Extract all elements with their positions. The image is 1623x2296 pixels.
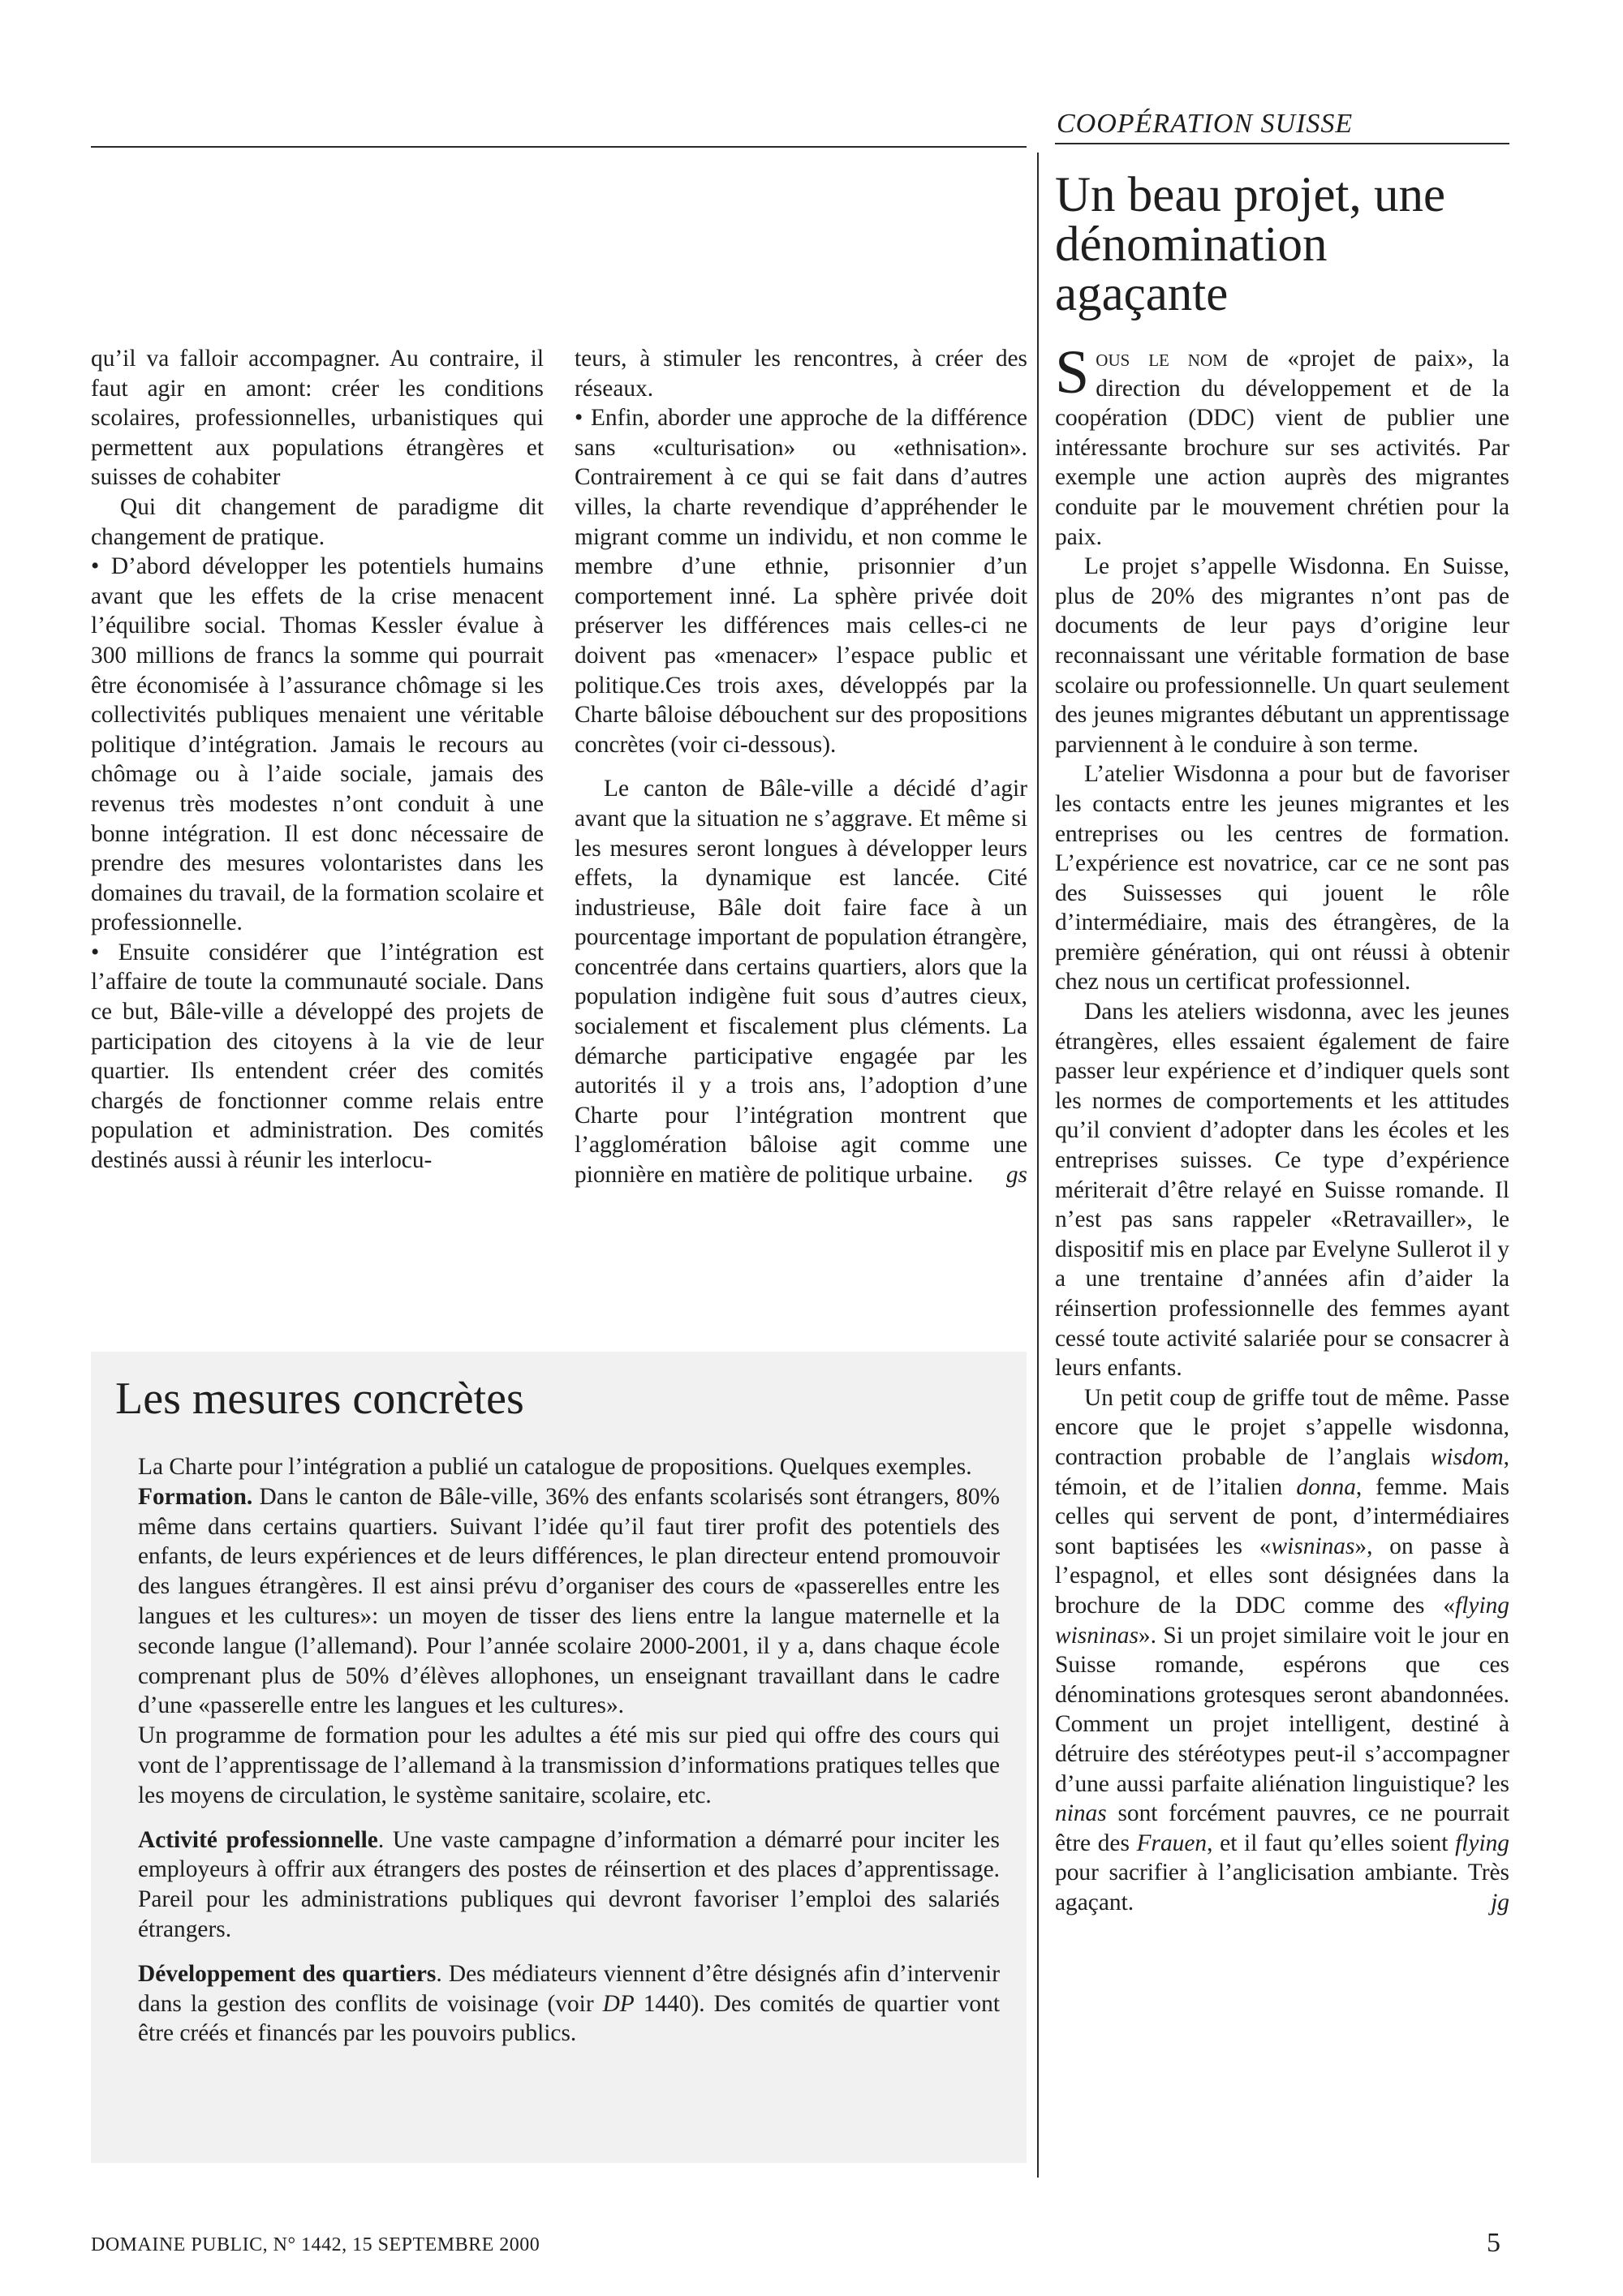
paragraph: [138, 1825, 1000, 1945]
box-title: Les mesures concrètes: [115, 1374, 524, 1424]
text: , femme. Mais celles qui servent de pont, d’intermédiaires sont baptisées les «: [1055, 1473, 1510, 1559]
text: . Une vaste campagne d’information a démarré pour inciter les employeurs à offrir aux étrangers des postes de réinsertion et des places d’apprentissage. Pareil pour les administrations publiques qui devront favoriser l’emploi des salariés étrangers.: [138, 1826, 1000, 1942]
paragraph: teurs, à stimuler les rencontres, à créer des réseaux.: [575, 346, 1027, 402]
text: . Des médiateurs viennent d’être désignés afin d’intervenir dans la gestion des conflits de voisinage (voir: [138, 1960, 1000, 2017]
text: ». Si un projet similaire voit le jour en Suisse romande, espérons que ces dénominations grotesques seront abandonnées. Comment un projet intelligent, destiné à détruire des stéréotypes peut-il s’accompagner d’une aussi parfaite aliénation linguistique? les: [1055, 1622, 1509, 1797]
italic-term: donna: [1296, 1473, 1356, 1500]
lead-paragraph: [1055, 338, 1509, 552]
paragraph-text: Le canton de Bâle-ville a décidé d’agir avant que la situation ne s’aggrave. Et même si les mesures seront longues à développer leurs effets, la dynamique est lancée. Cité industrieuse, Bâle doit faire face à un pourcentage important de population étrangère, concentrée dans certains quartiers, alors que la population indigène fuit sous d’autres cieux, socialement et fiscalement plus cléments. La démarche participative engagée par les autorités il y a trois ans, l’adoption d’une Charte pour l’intégration montrent que l’agglomération bâloise agit comme une pionnière en matière de politique urbaine.: [575, 776, 1027, 1189]
article-headline: Un beau projet, une dénomination agaçante: [1055, 168, 1446, 321]
text: , et il faut qu’elles soient: [1207, 1829, 1456, 1856]
text: pour sacrifier à l’anglicisation ambiante. Très agaçant.: [1055, 1860, 1509, 1915]
paragraph: [575, 774, 1027, 1189]
paragraph: [138, 1959, 1000, 2049]
bold-label: Formation.: [138, 1483, 253, 1510]
bold-label: Développement des quartiers: [138, 1960, 437, 1987]
text: 1440). Des comités de quartier vont être créés et financés par les pouvoirs publics.: [138, 1990, 1000, 2047]
paragraph: Le projet s’appelle Wisdonna. En Suisse, plus de 20% des migrantes n’ont pas de documents de leur pays d’origine leur reconnaissant une véritable formation de base scolaire ou professionnelle. Un quart seulement des jeunes migrantes débutant un apprentissage parviennent à le conduire à son terme.: [1055, 553, 1509, 758]
italic-term: flying: [1455, 1829, 1509, 1856]
top-rule-left: [91, 146, 1027, 148]
italic-term: DP: [602, 1990, 635, 2017]
text: sont forcément pauvres, ce ne pourrait être des: [1055, 1800, 1509, 1856]
section-label: COOPÉRATION SUISSE: [1057, 109, 1354, 139]
italic-term: wisninas: [1271, 1533, 1355, 1559]
italic-term: ninas: [1055, 1800, 1107, 1827]
bullet-paragraph: • Ensuite considérer que l’intégration est l’affaire de toute la communauté sociale. Dans ce but, Bâle-ville a développé des projets de participation des citoyens à la vie de leur quartier. Ils entendent créer des comités chargés de fonctionner comme relais entre population et administration. Des comités destinés aussi à réunir les interlocu-: [91, 939, 544, 1174]
paragraph: qu’il va falloir accompagner. Au contraire, il faut agir en amont: créer les conditions scolaires, professionnelles, urbanistiques qui permettent aux populations étrangères et suisses de cohabiter: [91, 346, 544, 491]
paragraph: Dans les ateliers wisdonna, avec les jeunes étrangères, elles essaient également de faire passer leur expérience et d’indiquer quels sont les normes de comportements et les attitudes qu’il convient d’adopter dans les écoles et les entreprises suisses. Ce type d’expérience mériterait d’être relayé en Suisse romande. Il n’est pas sans rappeler «Retravailler», le dispositif mis en place par Evelyne Sullerot il y a une trentaine d’années afin d’aider la réinsertion professionnelle des femmes ayant cessé toute activité salariée pour se consacrer à leurs enfants.: [1055, 999, 1509, 1382]
italic-term: Frauen: [1136, 1829, 1208, 1856]
article-column-2: [575, 344, 1027, 1190]
italic-term: wisdom: [1430, 1443, 1504, 1470]
paragraph: L’atelier Wisdonna a pour but de favoriser les contacts entre les jeunes migrantes et les entreprises ou les centres de formation. L’expérience est novatrice, car ce ne sont pas des Suissesses qui jouent le rôle d’intermédiaire, mais des étrangères, de la première génération, qui ont réussi à obtenir chez nous un certificat professionnel.: [1055, 761, 1509, 995]
bullet-paragraph: • D’abord développer les potentiels humains avant que les effets de la crise menacent l’équilibre social. Thomas Kessler évalue à 300 millions de francs la somme qui pourrait être économisée à l’assurance chômage si les collectivités publiques menaient une véritable politique d’intégration. Jamais le recours au chômage ou à l’aide sociale, jamais des revenus très modestes n’ont conduit à une bonne intégration. Il est donc nécessaire de prendre des mesures volontaristes dans les domaines du travail, de la formation scolaire et professionnelle.: [91, 553, 544, 936]
italic-term: flying wisninas: [1055, 1592, 1509, 1649]
text: , témoin, et de l’italien: [1055, 1443, 1509, 1500]
box-body: [138, 1452, 1000, 2049]
paragraph: [1055, 1383, 1509, 1918]
drop-cap: S: [1055, 338, 1090, 406]
paragraph: [138, 1482, 1000, 1721]
paragraph: Qui dit changement de paradigme dit changement de pratique.: [91, 493, 544, 550]
bold-label: Activité professionnelle: [138, 1826, 378, 1853]
page-number: 5: [1487, 2228, 1500, 2258]
text: », on passe à l’espagnol, et elles sont désignées dans la brochure de la DDC comme des «: [1055, 1533, 1509, 1619]
author-initials: jg: [1491, 1889, 1509, 1915]
paragraph: La Charte pour l’intégration a publié un catalogue de propositions. Quelques exemples.: [138, 1454, 972, 1480]
bullet-paragraph: • Enfin, aborder une approche de la différence sans «culturisation» ou «ethnisation». Contrairement à ce qui se fait dans d’autres villes, la charte revendique d’appréhender le migrant comme un individu, et non comme le membre d’une ethnie, prisonnier d’un comportement inné. La sphère privée doit préserver les différences mais celles-ci ne doivent pas «menacer» l’espace public et politique.Ces trois axes, développés par la Charte bâloise débouchent sur des propositions concrètes (voir ci-dessous).: [575, 405, 1027, 758]
lead-text: de «projet de paix», la direction du développement et de la coopération (DDC) vient de publier une intéressante brochure sur ses activités. Par exemple une action auprès des migrantes conduite par le mouvement chrétien pour la paix.: [1055, 346, 1509, 550]
text: Dans le canton de Bâle-ville, 36% des enfants scolarisés sont étrangers, 80% même dans certains quartiers. Suivant l’idée qu’il faut tirer profit des potentiels des enfants, de leurs expériences et de leurs différences, le plan directeur entend promouvoir des langues étrangères. Il est ainsi prévu d’organiser des cours de «passerelles entre les langues et les cultures»: un moyen de tisser des liens entre la langue maternelle et la seconde langue (l’allemand). Pour l’année scolaire 2000-2001, il y a, dans chaque école comprenant plus de 50% d’élèves allophones, un enseignant travaillant dans le cadre d’une «passerelle entre les langues et les cultures».: [138, 1483, 1000, 1719]
column-divider: [1037, 153, 1039, 2178]
paragraph: Un programme de formation pour les adultes a été mis sur pied qui offre des cours qui vont de l’apprentissage de l’allemand à la transmission d’informations pratiques telles que les moyens de circulation, le système sanitaire, scolaire, etc.: [138, 1722, 1000, 1808]
article-column-1: [91, 344, 544, 1176]
author-initials: gs: [1005, 1162, 1027, 1189]
top-rule-right: [1055, 143, 1509, 144]
sidebar-article: [1055, 338, 1510, 1917]
text: Un petit coup de griffe tout de même. Passe encore que le projet s’appelle wisdonna, contraction probable de l’anglais: [1055, 1384, 1509, 1470]
lead-smallcaps: ous le nom: [1096, 346, 1228, 372]
footer-publication: DOMAINE PUBLIC, N° 1442, 15 SEPTEMBRE 2000: [91, 2234, 540, 2255]
